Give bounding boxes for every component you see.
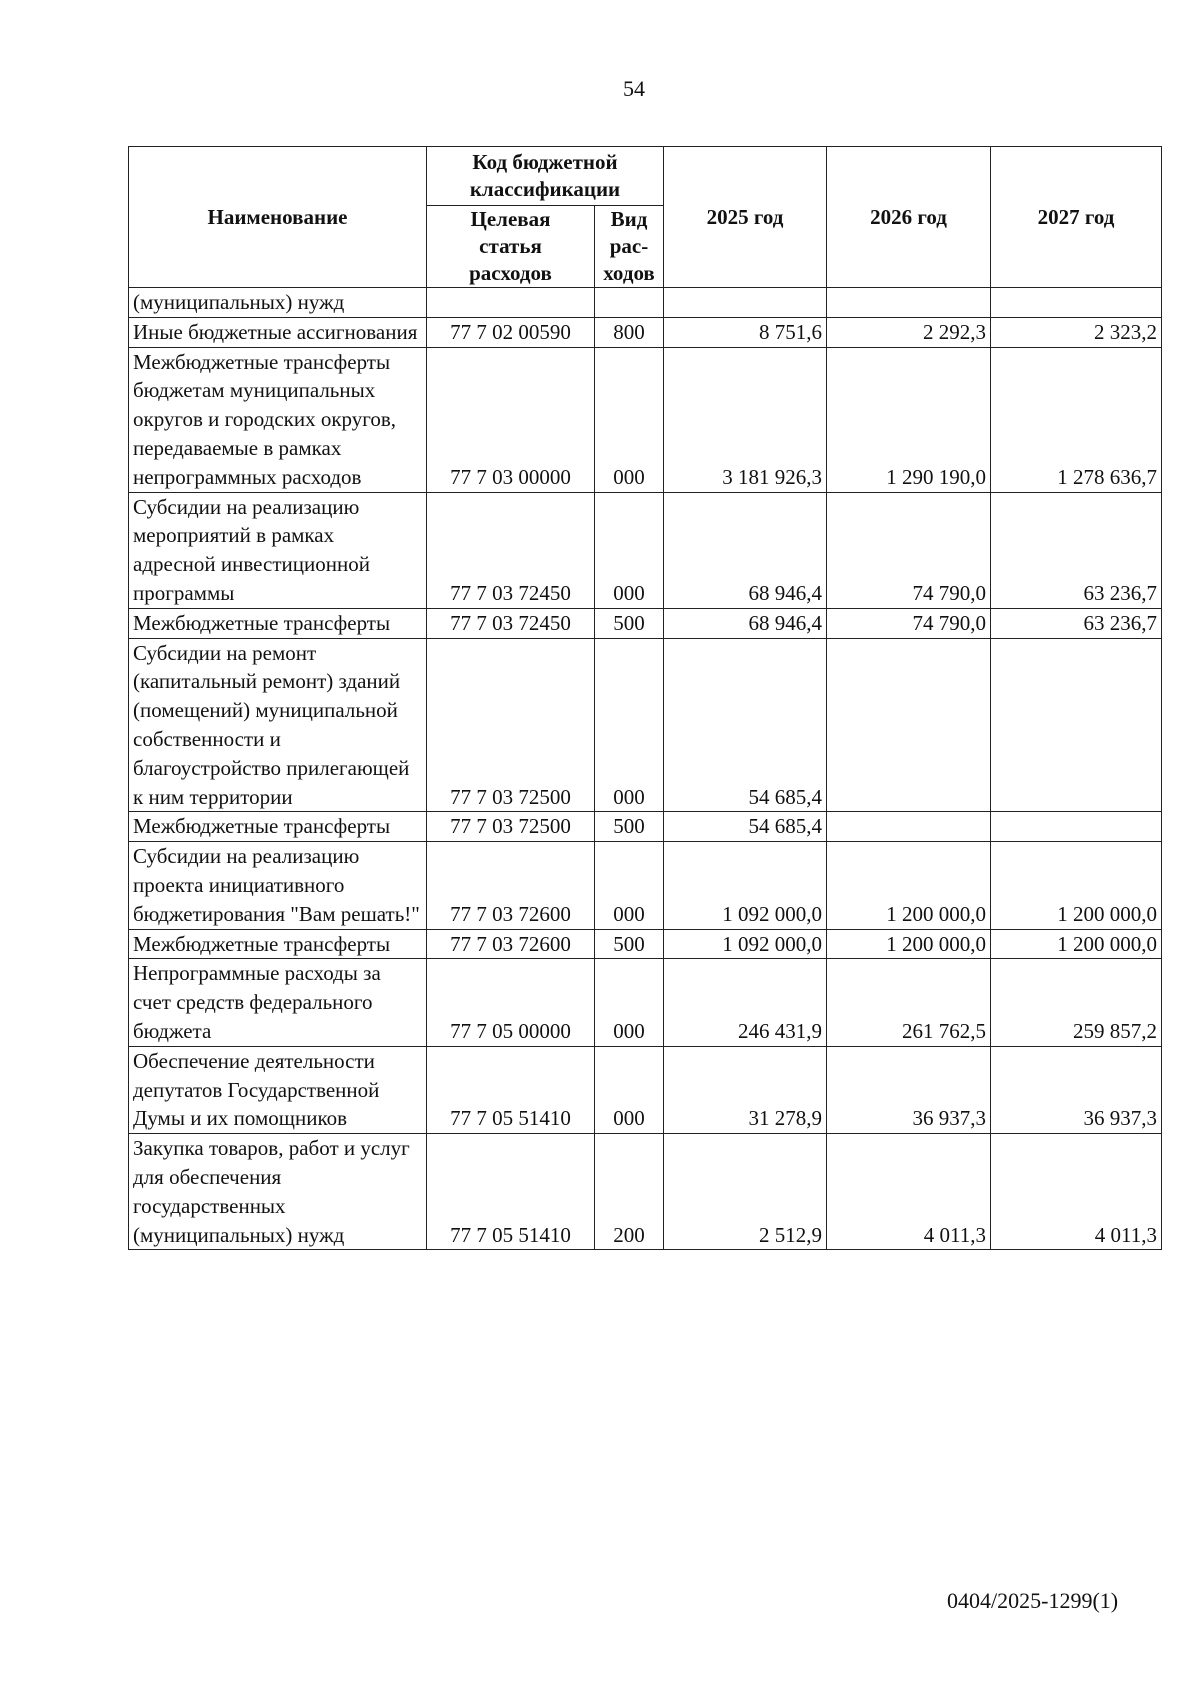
row-2025-cell: 3 181 926,3 [664, 347, 827, 492]
row-expense-type-cell: 000 [595, 638, 664, 812]
row-expense-type-cell: 000 [595, 959, 664, 1046]
row-code-cell: 77 7 03 72500 [427, 638, 595, 812]
row-2027-cell: 1 278 636,7 [991, 347, 1162, 492]
row-2026-cell [827, 812, 991, 842]
row-2025-cell: 1 092 000,0 [664, 929, 827, 959]
row-2027-cell [991, 812, 1162, 842]
row-name-cell: Межбюджетные трансферты [129, 812, 427, 842]
row-code-cell: 77 7 03 72450 [427, 608, 595, 638]
row-name-cell: Межбюджетные трансферты [129, 608, 427, 638]
row-code-cell [427, 288, 595, 318]
row-code-cell: 77 7 03 72600 [427, 842, 595, 929]
table-row [129, 638, 1162, 812]
row-2027-cell: 4 011,3 [991, 1134, 1162, 1250]
header-expense-type: Вид рас-ходов [595, 206, 664, 288]
row-expense-type-cell: 000 [595, 1046, 664, 1133]
row-2026-cell: 74 790,0 [827, 492, 991, 608]
row-2026-cell [827, 638, 991, 812]
row-name-cell: Субсидии на реализацию мероприятий в рамках адресной инвестиционной программы [129, 492, 427, 608]
row-expense-type-cell: 000 [595, 842, 664, 929]
row-code-cell: 77 7 03 72600 [427, 929, 595, 959]
row-2027-cell: 259 857,2 [991, 959, 1162, 1046]
header-code-group: Код бюджетной классификации [427, 147, 664, 206]
table-row [129, 317, 1162, 347]
row-2027-cell: 1 200 000,0 [991, 929, 1162, 959]
row-expense-type-cell: 200 [595, 1134, 664, 1250]
row-2025-cell: 68 946,4 [664, 608, 827, 638]
row-2026-cell: 4 011,3 [827, 1134, 991, 1250]
row-name-cell: Субсидии на реализацию проекта инициативного бюджетирования "Вам решать!" [129, 842, 427, 929]
table-row [129, 1134, 1162, 1250]
row-2026-cell: 2 292,3 [827, 317, 991, 347]
row-2027-cell: 1 200 000,0 [991, 842, 1162, 929]
row-expense-type-cell: 000 [595, 347, 664, 492]
row-2027-cell [991, 288, 1162, 318]
row-name-cell: Межбюджетные трансферты бюджетам муниципальных округов и городских округов, передаваемые в рамках непрограммных расходов [129, 347, 427, 492]
row-2025-cell: 54 685,4 [664, 812, 827, 842]
table-row [129, 959, 1162, 1046]
header-2025: 2025 год [664, 147, 827, 288]
row-expense-type-cell [595, 288, 664, 318]
row-code-cell: 77 7 05 00000 [427, 959, 595, 1046]
row-code-cell: 77 7 03 72450 [427, 492, 595, 608]
row-2026-cell: 36 937,3 [827, 1046, 991, 1133]
row-2026-cell: 1 200 000,0 [827, 842, 991, 929]
row-2026-cell: 1 200 000,0 [827, 929, 991, 959]
row-code-cell: 77 7 02 00590 [427, 317, 595, 347]
row-name-cell: Межбюджетные трансферты [129, 929, 427, 959]
row-2027-cell: 63 236,7 [991, 492, 1162, 608]
header-2027: 2027 год [991, 147, 1162, 288]
row-expense-type-cell: 500 [595, 929, 664, 959]
page-number: 54 [623, 76, 645, 101]
row-name-cell: Иные бюджетные ассигнования [129, 317, 427, 347]
row-2026-cell [827, 288, 991, 318]
row-2025-cell: 8 751,6 [664, 317, 827, 347]
table-row [129, 608, 1162, 638]
table-row [129, 842, 1162, 929]
row-code-cell: 77 7 03 00000 [427, 347, 595, 492]
table-body [129, 288, 1162, 1250]
row-expense-type-cell: 500 [595, 812, 664, 842]
row-2025-cell: 1 092 000,0 [664, 842, 827, 929]
table-row [129, 288, 1162, 318]
row-code-cell: 77 7 05 51410 [427, 1046, 595, 1133]
row-2026-cell: 261 762,5 [827, 959, 991, 1046]
row-2027-cell: 63 236,7 [991, 608, 1162, 638]
table-row [129, 929, 1162, 959]
row-2025-cell: 68 946,4 [664, 492, 827, 608]
budget-table [128, 146, 1162, 1250]
row-2025-cell: 54 685,4 [664, 638, 827, 812]
row-expense-type-cell: 000 [595, 492, 664, 608]
table-row [129, 1046, 1162, 1133]
row-name-cell: Закупка товаров, работ и услуг для обеспечения государственных (муниципальных) нужд [129, 1134, 427, 1250]
row-2025-cell: 2 512,9 [664, 1134, 827, 1250]
row-2027-cell [991, 638, 1162, 812]
row-2026-cell: 74 790,0 [827, 608, 991, 638]
header-name: Наименование [129, 147, 427, 288]
document-id: 0404/2025-1299(1) [947, 1588, 1119, 1613]
row-name-cell: Непрограммные расходы за счет средств федерального бюджета [129, 959, 427, 1046]
row-code-cell: 77 7 03 72500 [427, 812, 595, 842]
row-2025-cell: 246 431,9 [664, 959, 827, 1046]
header-2026: 2026 год [827, 147, 991, 288]
table-row [129, 812, 1162, 842]
row-expense-type-cell: 500 [595, 608, 664, 638]
table-row [129, 492, 1162, 608]
row-code-cell: 77 7 05 51410 [427, 1134, 595, 1250]
row-2026-cell: 1 290 190,0 [827, 347, 991, 492]
row-2025-cell [664, 288, 827, 318]
row-2027-cell: 2 323,2 [991, 317, 1162, 347]
row-name-cell: Обеспечение деятельности депутатов Государственной Думы и их помощников [129, 1046, 427, 1133]
header-target-article: Целевая статья расходов [427, 206, 595, 288]
row-name-cell: (муниципальных) нужд [129, 288, 427, 318]
row-name-cell: Субсидии на ремонт (капитальный ремонт) зданий (помещений) муниципальной собственности и благоустройство прилегающей к ним территории [129, 638, 427, 812]
table-row [129, 347, 1162, 492]
row-2025-cell: 31 278,9 [664, 1046, 827, 1133]
row-2027-cell: 36 937,3 [991, 1046, 1162, 1133]
row-expense-type-cell: 800 [595, 317, 664, 347]
